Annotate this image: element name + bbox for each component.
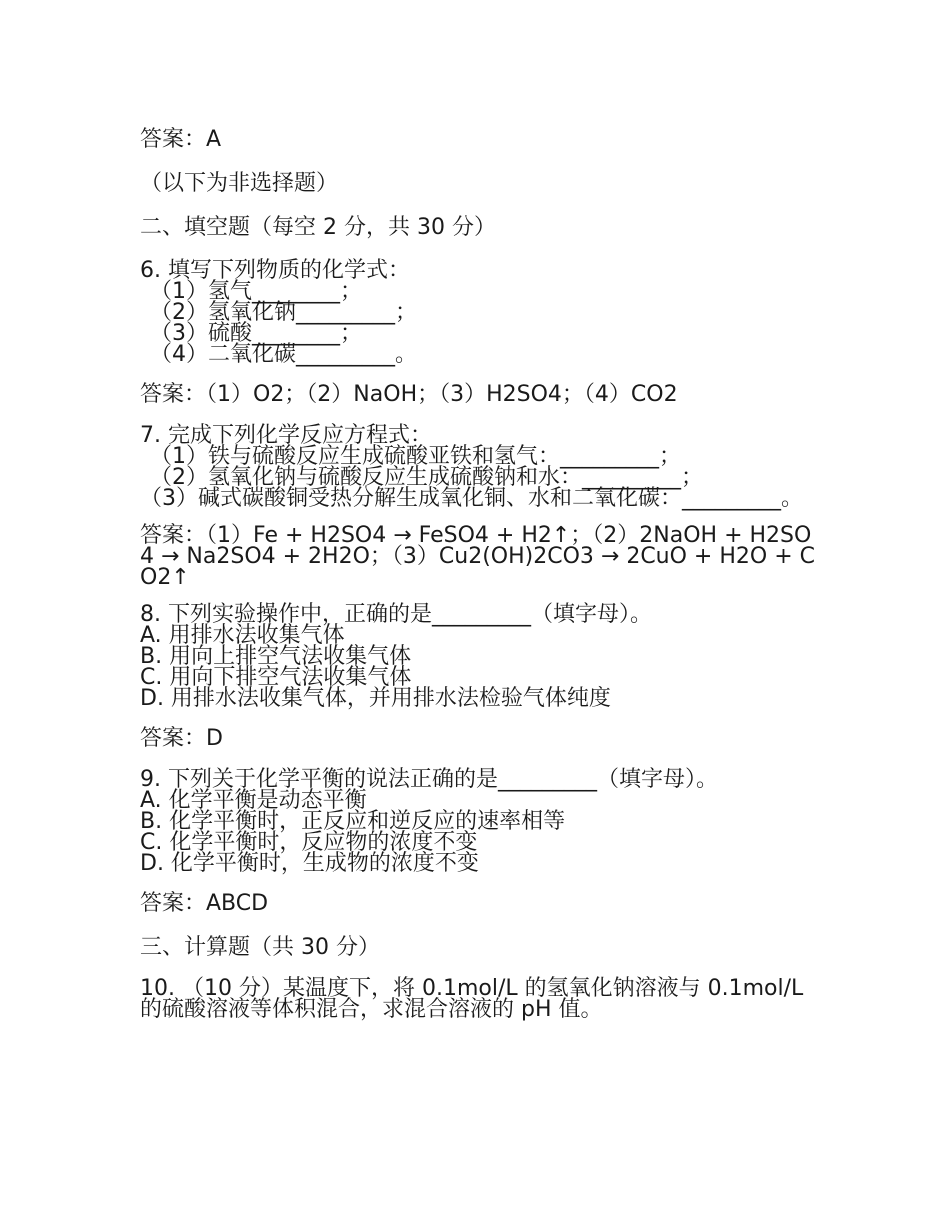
q8-option-b: B. 用向上排空气法收集气体 <box>140 644 412 669</box>
q9-option-b: B. 化学平衡时，正反应和逆反应的速率相等 <box>140 809 566 834</box>
q9-option-d: D. 化学平衡时，生成物的浓度不变 <box>140 851 479 876</box>
q7-item-1: （1）铁与硫酸反应生成硫酸亚铁和氢气：_________； <box>150 444 681 469</box>
q6-stem: 6. 填写下列物质的化学式： <box>140 258 410 283</box>
q8-option-d: D. 用排水法收集气体，并用排水法检验气体纯度 <box>140 686 611 711</box>
q6-item-1: （1）氢气________； <box>150 279 362 304</box>
q7-item-2: （2）氢氧化钠与硫酸反应生成硫酸钠和水：_________； <box>150 465 703 490</box>
question-9 <box>140 769 820 874</box>
section3-title: 三、计算题（共 30 分） <box>140 935 380 960</box>
q10-stem: 10. （10 分）某温度下，将 0.1mol/L 的氢氧化钠溶液与 0.1mol/L 的硫酸溶液等体积混合，求混合溶液的 pH 值。 <box>140 976 811 1022</box>
question-6 <box>140 260 820 365</box>
q9-answer: 答案：ABCD <box>140 891 269 916</box>
question-8 <box>140 604 820 709</box>
question-7 <box>140 425 820 509</box>
q6-item-2: （2）氢氧化钠_________； <box>150 300 417 325</box>
q6-item-3: （3）硫酸________； <box>150 321 362 346</box>
q9-option-c: C. 化学平衡时，反应物的浓度不变 <box>140 830 478 855</box>
exam-page <box>140 126 820 1036</box>
q7-stem: 7. 完成下列化学反应方程式： <box>140 423 432 448</box>
q8-option-a: A. 用排水法收集气体 <box>140 623 345 648</box>
q9-option-a: A. 化学平衡是动态平衡 <box>140 788 367 813</box>
q6-answer: 答案：（1）O2；（2）NaOH；（3）H2SO4；（4）CO2 <box>140 382 678 407</box>
q8-option-c: C. 用向下排空气法收集气体 <box>140 665 412 690</box>
non-choice-note: （以下为非选择题） <box>140 171 339 196</box>
q8-stem: 8. 下列实验操作中，正确的是_________（填字母）。 <box>140 602 652 627</box>
answer-q5: 答案：A <box>140 127 222 152</box>
q9-stem: 9. 下列关于化学平衡的说法正确的是_________（填字母）。 <box>140 767 718 792</box>
q7-answer: 答案：（1）Fe + H2SO4 → FeSO4 + H2↑；（2）2NaOH + H2SO4 → Na2SO4 + 2H2O；（3）Cu2(OH)2CO3 → 2CuO + H2O + CO2↑ <box>140 523 815 590</box>
section2-title: 二、填空题（每空 2 分，共 30 分） <box>140 215 496 240</box>
q8-answer: 答案：D <box>140 726 223 751</box>
q7-item-3: （3）碱式碳酸铜受热分解生成氧化铜、水和二氧化碳：_________。 <box>140 486 803 511</box>
q6-item-4: （4）二氧化碳_________。 <box>150 342 417 367</box>
